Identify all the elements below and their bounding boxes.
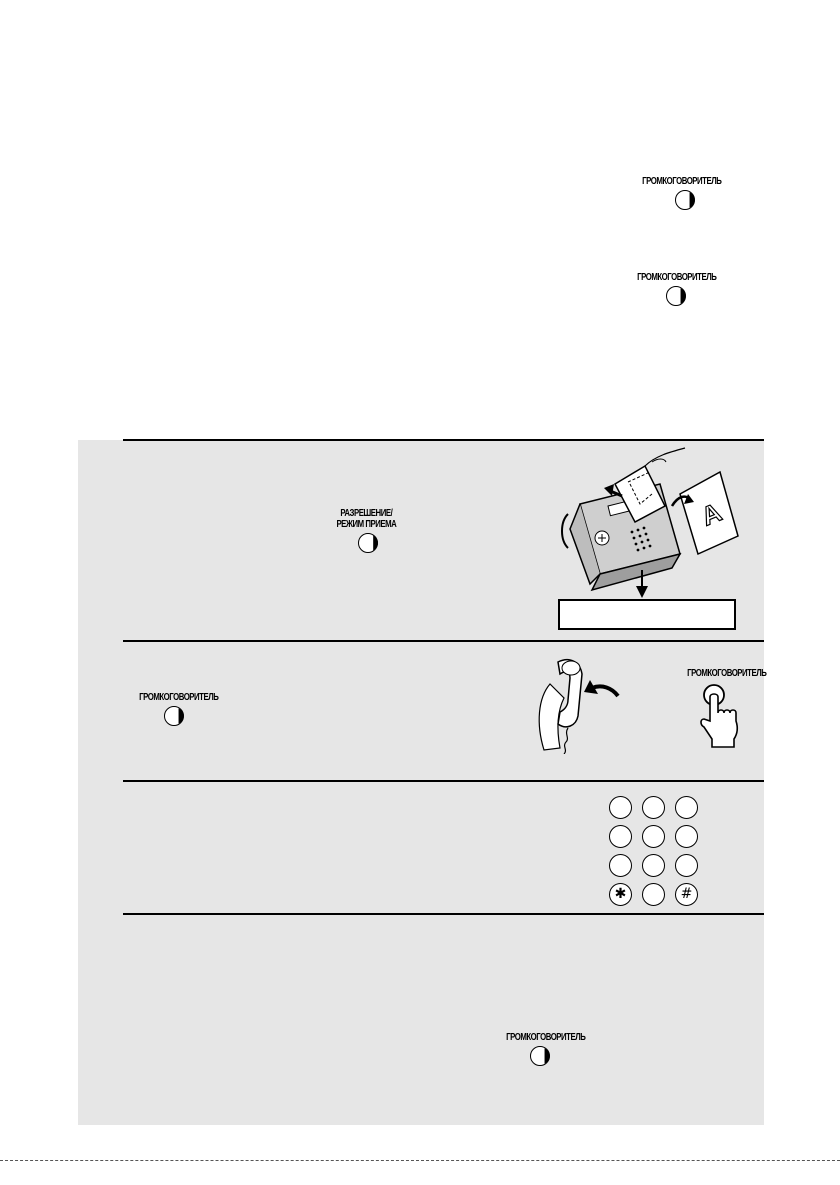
keypad-key[interactable] [642,854,665,877]
receive-mode-button-icon [358,533,378,553]
speaker-button-label: ГРОМКОГОВОРИТЕЛЬ [506,1032,586,1043]
speaker-button-press[interactable] [676,668,778,679]
receive-mode-label-line2: РЕЖИМ ПРИЕМА [336,519,397,530]
speaker-button-icon [164,706,184,726]
speaker-button-label: ГРОМКОГОВОРИТЕЛЬ [687,668,767,679]
keypad-key[interactable] [642,825,665,848]
page-bottom-rule [0,1160,840,1161]
fax-machine-icon [560,444,760,604]
speaker-button-icon [666,286,686,306]
speaker-button-label: ГРОМКОГОВОРИТЕЛЬ [139,692,219,703]
keypad-key-star[interactable]: ✱ [609,883,632,906]
keypad-key[interactable] [609,854,632,877]
speaker-button-step2[interactable] [128,692,230,726]
keypad-key[interactable] [675,854,698,877]
svg-text:A: A [697,496,726,532]
keypad-key[interactable] [609,796,632,819]
step-divider-2 [123,780,764,782]
speaker-button-icon [530,1046,550,1066]
speaker-button-top-2[interactable] [626,272,728,306]
handset-lift-icon [530,654,640,754]
finger-press-icon [694,683,744,749]
keypad-key[interactable] [675,825,698,848]
keypad-key[interactable] [675,796,698,819]
lcd-display [558,599,736,630]
step-divider-1 [123,640,764,642]
speaker-button-label: ГРОМКОГОВОРИТЕЛЬ [637,272,717,283]
arrow-down-icon [634,570,650,600]
step-divider-3 [123,913,764,915]
speaker-button-step4[interactable] [495,1032,597,1066]
keypad-key-hash[interactable]: # [675,883,698,906]
keypad-key[interactable] [642,796,665,819]
panel-top-divider [123,439,764,441]
speaker-button-top-1[interactable] [631,176,733,210]
speaker-button-icon [675,190,695,210]
keypad-key[interactable] [642,883,665,906]
receive-mode-button[interactable] [328,508,405,553]
speaker-button-label: ГРОМКОГОВОРИТЕЛЬ [642,176,722,187]
receive-mode-label-line1: РАЗРЕШЕНИЕ/ [340,508,393,519]
keypad-key[interactable] [609,825,632,848]
